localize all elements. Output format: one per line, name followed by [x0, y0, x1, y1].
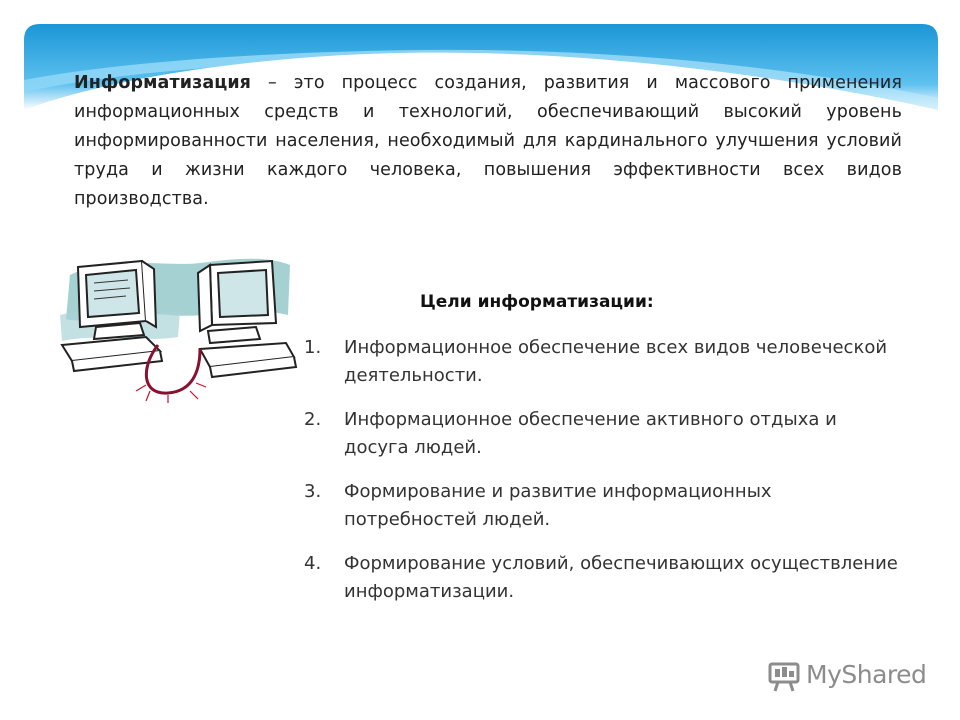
goal-number: 2.: [304, 409, 322, 430]
myshared-watermark: [766, 654, 946, 698]
goal-item-3: [304, 478, 904, 534]
goal-item-2: [304, 406, 904, 462]
watermark-text: MyShared: [806, 660, 927, 689]
goal-number: 4.: [304, 553, 322, 574]
goal-text: Информационное обеспечение всех видов человеческой деятельности.: [344, 337, 888, 386]
goal-text: Формирование и развитие информационных потребностей людей.: [344, 481, 772, 530]
goal-text: Информационное обеспечение активного отдыха и досуга людей.: [344, 409, 837, 458]
goal-number: 3.: [304, 481, 322, 502]
myshared-logo-icon: [766, 658, 802, 694]
definition-term: Информатизация: [74, 73, 252, 93]
goals-list: [304, 334, 904, 622]
goal-text: Формирование условий, обеспечивающих осуществление информатизации.: [344, 553, 898, 602]
definition-text: – это процесс создания, развития и массового применения информационных средств и технологий, обеспечивающий высокий уровень информированности населения, необходимый для кардинального улучшения условий труда и жизни каждого человека, повышения эффективности всех видов производства.: [74, 73, 902, 209]
definition-paragraph: [74, 69, 902, 214]
networked-computers-icon: [50, 245, 300, 405]
goals-title: Цели информатизации:: [420, 292, 654, 312]
goal-item-1: [304, 334, 904, 390]
goal-number: 1.: [304, 337, 322, 358]
goal-item-4: [304, 550, 904, 606]
